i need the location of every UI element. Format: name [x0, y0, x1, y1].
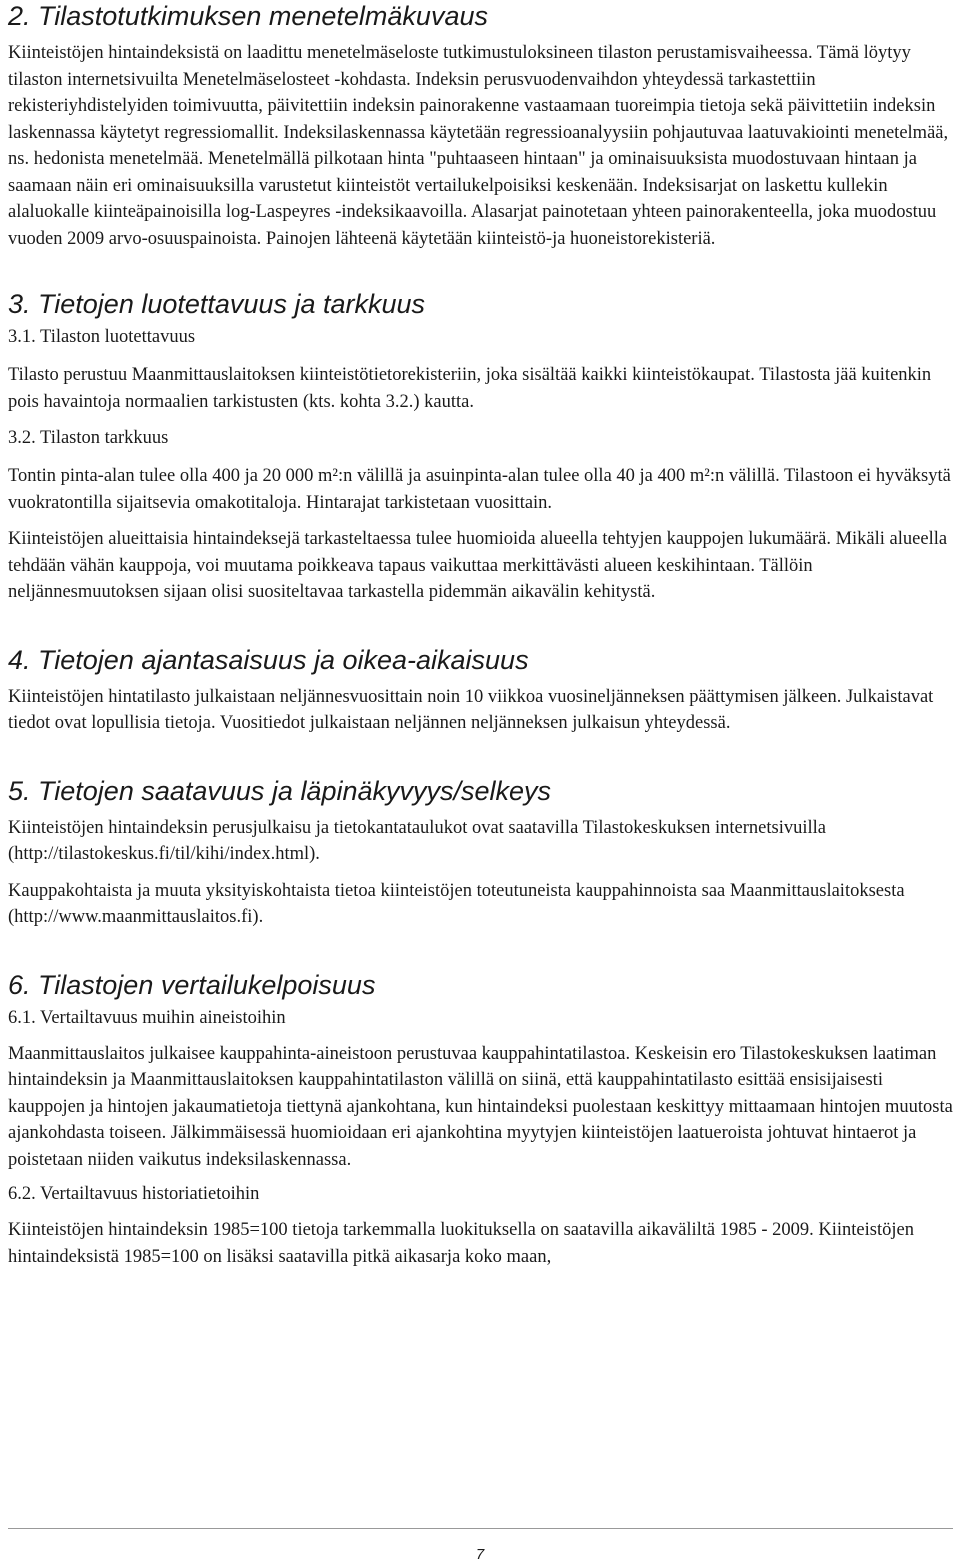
section-3-2-paragraph-1: Tontin pinta-alan tulee olla 400 ja 20 000 m²:n välillä ja asuinpinta-alan tulee olla 40 ja 400 m²:n välillä. Tilastoon ei hyväksytä vuokratontilla sijaitsevia omakotitaloja. Hintarajat tarkistetaan vuosittain.: [8, 466, 951, 513]
subsection-6-2-heading: 6.2. Vertailtavuus historiatietoihin: [8, 1184, 260, 1204]
page-number: 7: [475, 1546, 485, 1563]
document-page: [8, 0, 953, 1270]
section-3-2-paragraph-2: Kiinteistöjen alueittaisia hintaindeksejä tarkasteltaessa tulee huomioida alueella tehtyjen kauppojen lukumäärä. Mikäli alueella tehdään vähän kauppoja, voi muutama poikkeava tapaus vaikuttaa merkittävästi alueen keskihintaan. Tällöin neljännesmuutoksen sijaan olisi suositeltavaa tarkastella pidemmän aikavälin kehitystä.: [8, 529, 948, 602]
subsection-3-2-heading: 3.2. Tilaston tarkkuus: [8, 428, 169, 448]
section-3-heading: 3. Tietojen luotettavuus ja tarkkuus: [8, 289, 425, 319]
section-6-2-paragraph: Kiinteistöjen hintaindeksin 1985=100 tietoja tarkemmalla luokituksella on saatavilla aikaväliltä 1985 - 2009. Kiinteistöjen hintaindeksistä 1985=100 on lisäksi saatavilla pitkä aikasarja koko maan,: [8, 1220, 914, 1267]
section-3-1-paragraph: Tilasto perustuu Maanmittauslaitoksen kiinteistötietorekisteriin, joka sisältää kaikki kiinteistökaupat. Tilastosta jää kuitenkin pois havaintoja normaalien tarkistusten (kts. kohta 3.2.) kautta.: [8, 365, 932, 412]
subsection-6-1-heading: 6.1. Vertailtavuus muihin aineistoihin: [8, 1007, 286, 1028]
section-5-heading: 5. Tietojen saatavuus ja läpinäkyvyys/selkeys: [8, 775, 552, 806]
section-5-paragraph-2: Kauppakohtaista ja muuta yksityiskohtaista tietoa kiinteistöjen toteutuneista kauppahinnoista saa Maanmittauslaitoksesta (http://www.maanmittauslaitos.fi).: [8, 880, 905, 927]
section-6-heading: 6. Tilastojen vertailukelpoisuus: [8, 969, 376, 1000]
section-4-heading: 4. Tietojen ajantasaisuus ja oikea-aikaisuus: [8, 644, 529, 675]
subsection-3-1-heading: 3.1. Tilaston luotettavuus: [8, 327, 196, 347]
section-2-heading: 2. Tilastotutkimuksen menetelmäkuvaus: [8, 1, 488, 31]
footer-divider: [8, 1528, 953, 1529]
section-2-paragraph: Kiinteistöjen hintaindeksistä on laadittu menetelmäseloste tutkimustuloksineen tilaston perustamisvaiheessa. Tämä löytyy tilaston internetsivuilta Menetelmäselosteet -kohdasta. Indeksin perusvuodenvaihdon yhteydessä tarkastettiin rekisteriyhdistelyiden toimivuutta, päivitettiin indeksin painorakenne vastaamaan tuoreimpia tietoja sekä päivittetiin indeksin laskennassa käytetyt regressiomallit. Indeksilaskennassa käytetään regressioanalyysiin pohjautuvaa laatuvakiointi menetelmää, ns. hedonista menetelmää. Menetelmällä pilkotaan hinta "puhtaaseen hintaan" ja ominaisuuksista muodostuvaan hintaan ja saamaan näin eri ominaisuuksilla varustetut kiinteistöt vertailukelpoisiksi keskenään. Indeksisarjat on laskettu kullekin alaluokalle kiinteäpainoisilla log-Laspeyres -indeksikaavoilla. Alasarjat painotetaan yhteen painorakenteella, joka muodostuu vuoden 2009 arvo-osuuspainoista. Painojen lähteenä käytetään kiinteistö-ja huoneistorekisteriä.: [8, 43, 949, 249]
section-5-paragraph-1: Kiinteistöjen hintaindeksin perusjulkaisu ja tietokantataulukot ovat saatavilla Tilastokeskuksen internetsivuilla (http://tilastokeskus.fi/til/kihi/index.html).: [8, 817, 826, 864]
section-4-paragraph: Kiinteistöjen hintatilasto julkaistaan neljännesvuosittain noin 10 viikkoa vuosineljänneksen päättymisen jälkeen. Julkaistavat tiedot ovat lopullisia tietoja. Vuositiedot julkaistaan neljännen neljänneksen julkaisun yhteydessä.: [8, 686, 934, 733]
section-6-1-paragraph: Maanmittauslaitos julkaisee kauppahinta-aineistoon perustuvaa kauppahintatilastoa. Keskeisin ero Tilastokeskuksen laatiman hintaindeksin ja Maanmittauslaitoksen kauppahintatilaston välillä on siinä, että kauppahintatilasto esittää ensisijaisesti kauppojen ja hintojen jakaumatietoja tiettynä ajankohtana, kun hintaindeksi puolestaan keskittyy mittaamaan hintojen muutosta ajankohdasta toiseen. Jälkimmäisessä huomioidaan eri ajankohtina myytyjen kiinteistöjen laatueroista johtuvat hintaerot ja poistetaan niiden vaikutus indeksilaskennassa.: [8, 1043, 953, 1170]
